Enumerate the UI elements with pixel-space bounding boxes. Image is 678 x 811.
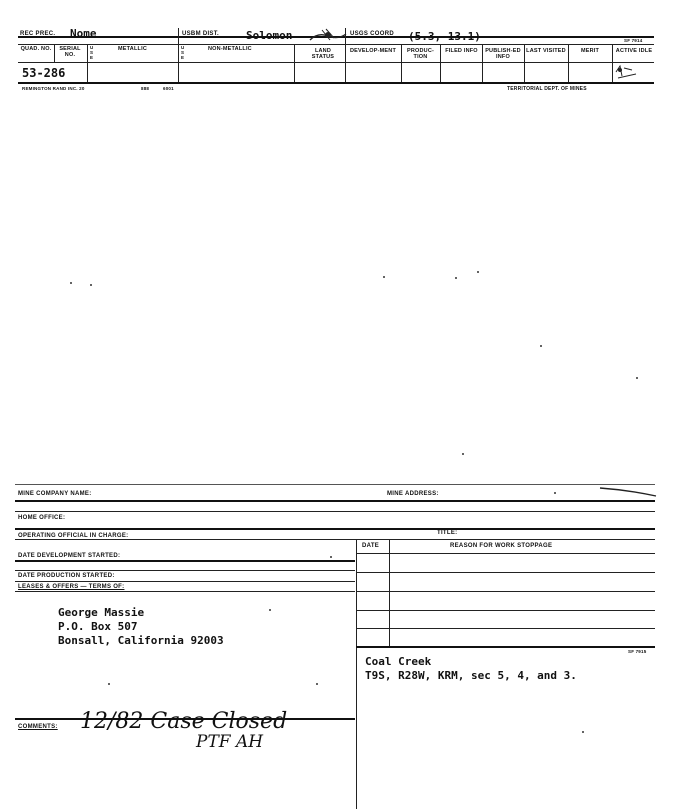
divider: [524, 44, 525, 82]
use-metallic-header: U S E: [90, 45, 94, 60]
leases-offers-label: LEASES & OFFERS — TERMS OF:: [18, 584, 125, 590]
active-idle-header: ACTIVE IDLE: [615, 48, 653, 54]
usbm-dist-label: USBM DIST.: [182, 31, 220, 37]
location-name: Coal Creek: [365, 655, 432, 668]
speck: [554, 492, 556, 494]
table-row-line: [356, 553, 655, 554]
speck: [383, 276, 385, 278]
speck: [462, 453, 464, 455]
reason-stoppage-header: REASON FOR WORK STOPPAGE: [450, 543, 553, 549]
speck: [540, 345, 542, 347]
footer-department: TERRITORIAL DEPT. OF MINES: [507, 86, 587, 92]
date-column-header: DATE: [362, 543, 380, 549]
lessee-city-line: Bonsall, California 92003: [58, 634, 224, 647]
date-production-label: DATE PRODUCTION STARTED:: [18, 573, 115, 579]
operating-official-label: OPERATING OFFICIAL IN CHARGE:: [18, 533, 129, 539]
metallic-header: METALLIC: [118, 46, 147, 52]
divider: [482, 44, 483, 82]
comments-initials: PTF AH: [196, 732, 264, 752]
date-development-label: DATE DEVELOPMENT STARTED:: [18, 553, 121, 559]
non-metallic-header: NON-METALLIC: [208, 46, 252, 52]
speck: [108, 683, 110, 685]
production-header: PRODUC-TION: [406, 48, 435, 60]
lessee-name: George Massie: [58, 606, 145, 619]
comments-label: COMMENTS:: [18, 724, 58, 730]
location-legal-description: T9S, R28W, KRM, sec 5, 4, and 3.: [365, 669, 577, 682]
speck: [316, 683, 318, 685]
bottom-card-top-dashed: [15, 484, 655, 485]
rec-prec-label: REC PREC.: [20, 31, 56, 37]
quad-number-value: 53-286: [22, 66, 66, 80]
speck: [477, 271, 479, 273]
rec-prec-value: Nome: [70, 27, 97, 40]
top-card-header-line: [18, 44, 654, 45]
table-row-line: [356, 572, 655, 573]
row-line: [15, 500, 655, 502]
table-row-line: [356, 591, 655, 592]
divider: [178, 28, 179, 82]
divider: [294, 44, 295, 82]
land-status-header: LAND STATUS: [311, 48, 335, 60]
row-line: [15, 539, 655, 540]
quad-no-header: QUAD. NO.: [20, 46, 52, 52]
footer-code: 6001: [163, 86, 174, 91]
form-number-top: SF 7914: [624, 38, 643, 43]
pen-stroke: [598, 484, 658, 500]
divider: [401, 44, 402, 82]
mine-address-label: MINE ADDRESS:: [387, 491, 439, 497]
mine-company-label: MINE COMPANY NAME:: [18, 491, 92, 497]
table-row-line: [356, 646, 655, 648]
speck: [330, 556, 332, 558]
usgs-coord-label: USGS COORD: [350, 31, 395, 37]
footer-printer: REMINGTON RAND INC. 20: [22, 86, 85, 91]
table-row-line: [356, 610, 655, 611]
stamp-mark: [612, 64, 654, 82]
lessee-address-line: P.O. Box 507: [58, 620, 138, 633]
speck: [455, 277, 457, 279]
row-line: [15, 528, 655, 530]
title-label: TITLE:: [437, 530, 458, 536]
last-visited-header: LAST VISITED: [526, 48, 566, 54]
stamp-mark: [308, 26, 348, 44]
usgs-coord-value: (5.3, 13.1): [408, 30, 481, 43]
top-card-subheader-line: [18, 62, 654, 63]
speck: [90, 284, 92, 286]
row-line: [15, 570, 355, 571]
table-divider: [356, 539, 357, 809]
table-divider: [389, 539, 390, 647]
footer-code: 888: [141, 86, 150, 91]
serial-no-header: SERIAL NO.: [59, 46, 81, 58]
usbm-dist-value: Solomon: [246, 29, 293, 42]
filed-info-header: FILED INFO: [445, 48, 478, 54]
speck: [636, 377, 638, 379]
merit-header: MERIT: [580, 48, 600, 54]
row-line: [15, 560, 355, 562]
table-row-line: [356, 628, 655, 629]
form-number-bottom: SF 7915: [628, 649, 647, 654]
divider: [87, 44, 88, 82]
use-nonmetallic-header: U S E: [181, 45, 185, 60]
comments-handwritten: 12/82 Case Closed: [80, 709, 288, 734]
home-office-label: HOME OFFICE:: [18, 515, 66, 521]
speck: [70, 282, 72, 284]
speck: [582, 731, 584, 733]
row-line: [15, 591, 355, 592]
divider: [440, 44, 441, 82]
published-info-header: PUBLISH-ED INFO: [485, 48, 521, 60]
divider: [568, 44, 569, 82]
top-card-border-bottom: [18, 82, 654, 84]
row-line: [15, 581, 355, 582]
row-line: [15, 511, 655, 512]
development-header: DEVELOP-MENT: [349, 48, 397, 54]
speck: [269, 609, 271, 611]
